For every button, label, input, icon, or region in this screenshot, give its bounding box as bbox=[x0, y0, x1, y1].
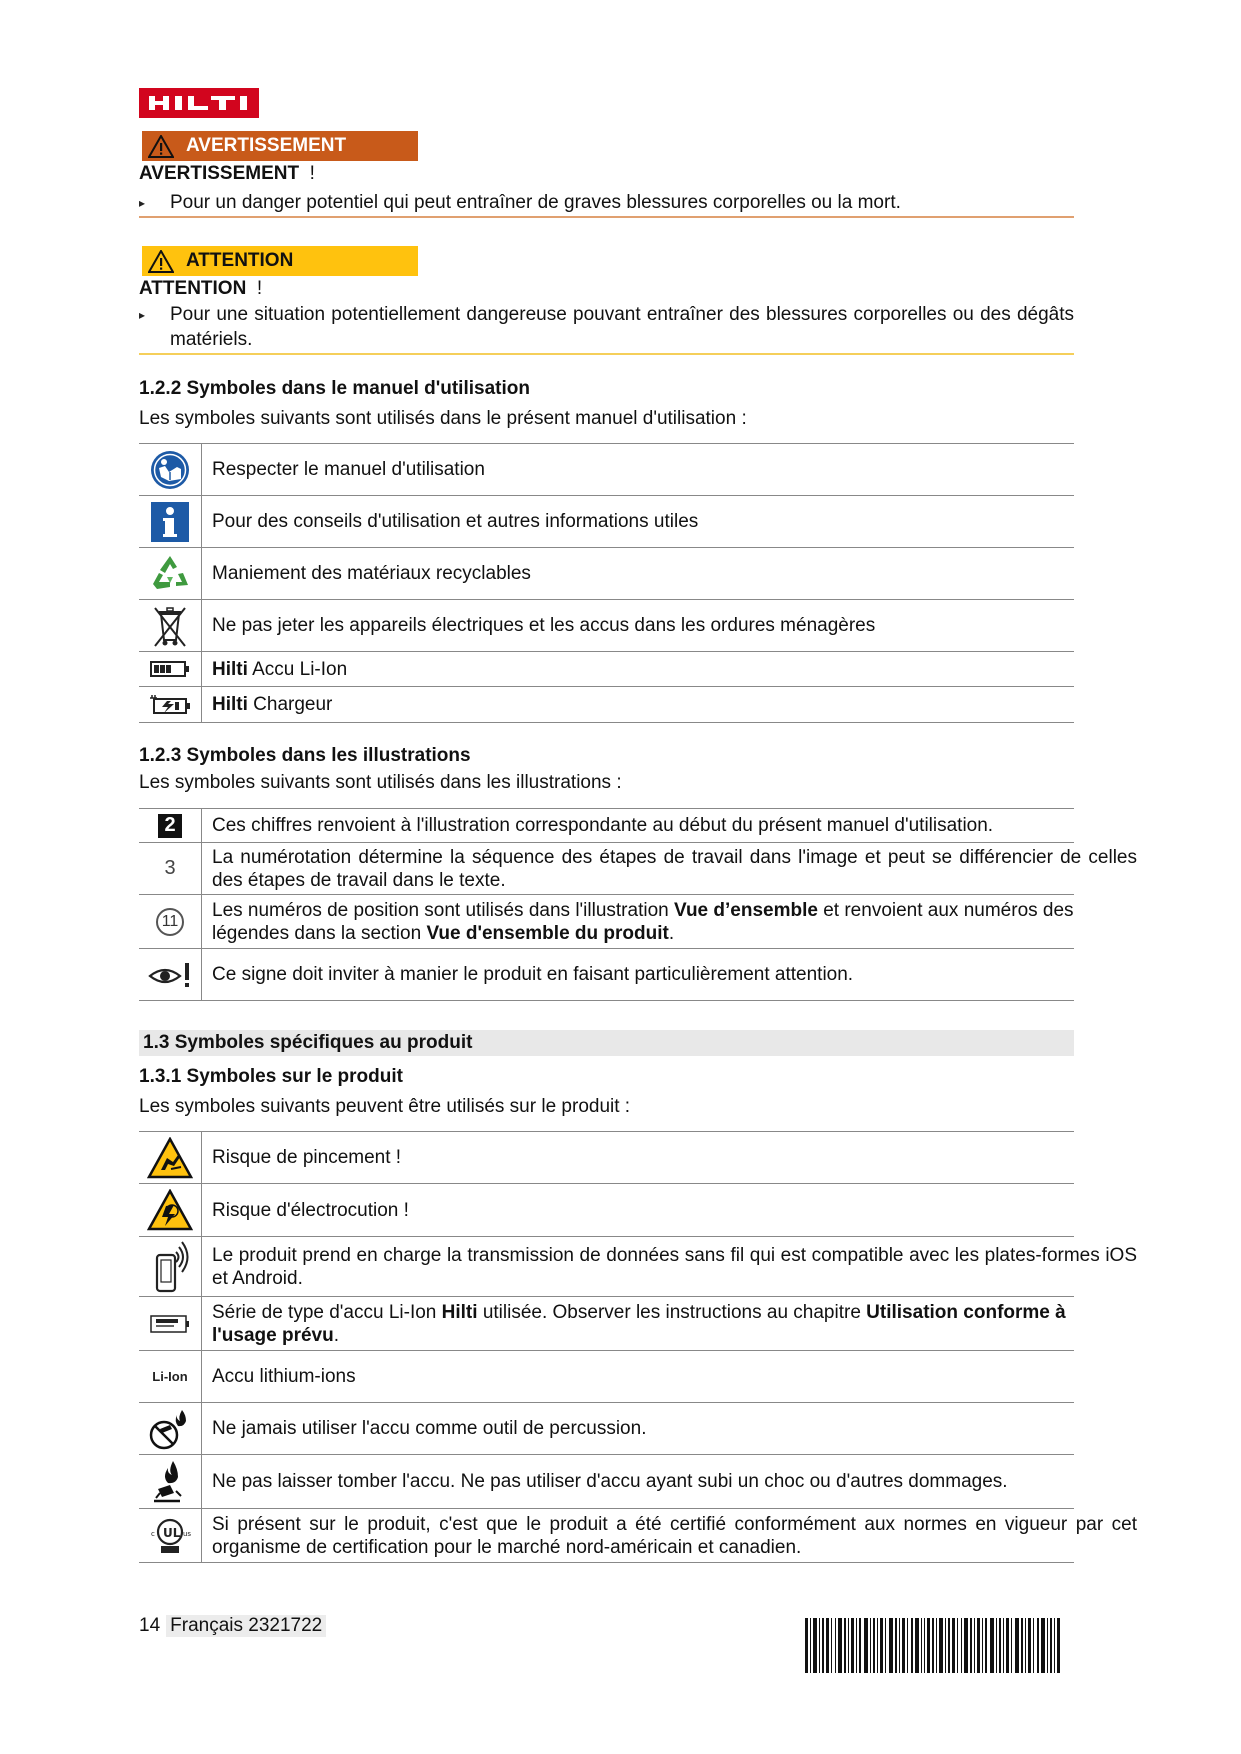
caution-rule bbox=[139, 353, 1074, 355]
row-text: Série de type d'accu Li-Ion Hilti utilisée. Observer les instructions au chapitre Utilisation conforme à l'usage prévu. bbox=[212, 1301, 1066, 1346]
table-row bbox=[139, 808, 1074, 843]
table-row bbox=[139, 600, 1074, 652]
row-text: Le produit prend en charge la transmission de données sans fil qui est compatible avec les plates-formes iOS et Android. bbox=[212, 1244, 1137, 1289]
li-ion-icon: Li-Ion bbox=[139, 1351, 202, 1402]
warning-text: Pour un danger potentiel qui peut entraîner de graves blessures corporelles ou la mort. bbox=[170, 192, 901, 213]
illustration-symbols-table bbox=[139, 808, 1137, 1001]
row-text: Respecter le manuel d'utilisation bbox=[212, 459, 485, 480]
svg-text:us: us bbox=[183, 1529, 192, 1538]
figure-number-icon: 2 bbox=[139, 809, 202, 842]
crossed-bin-icon bbox=[139, 600, 202, 651]
caution-signal-text: ATTENTION bbox=[186, 250, 294, 271]
row-text-bold: Hilti bbox=[212, 658, 248, 680]
eye-attention-icon bbox=[139, 949, 202, 1000]
pinch-warning-icon bbox=[139, 1132, 202, 1183]
page-number: 14 bbox=[139, 1615, 161, 1636]
section-13-band bbox=[139, 1030, 1074, 1056]
table-row bbox=[139, 1403, 1074, 1455]
row-text: Les numéros de position sont utilisés dans l'illustration Vue d’ensemble et renvoient aux numéros des légendes dans la section Vue d'ensemble du produit. bbox=[212, 899, 1074, 944]
no-hammer-icon bbox=[139, 1403, 202, 1454]
row-text: Ces chiffres renvoient à l'illustration correspondante au début du présent manuel d'utilisation. bbox=[212, 815, 994, 836]
ul-listed-icon bbox=[139, 1509, 202, 1562]
table-row bbox=[139, 843, 1137, 895]
section-123-title: 1.2.3 Symboles dans les illustrations bbox=[139, 745, 471, 766]
row-text-rest: Chargeur bbox=[253, 694, 333, 715]
warning-triangle-icon bbox=[148, 135, 174, 158]
warning-rule bbox=[139, 216, 1074, 218]
section-131-intro: Les symboles suivants peuvent être utilisés sur le produit : bbox=[139, 1096, 631, 1117]
product-symbols-table bbox=[139, 1131, 1137, 1563]
wireless-phone-icon bbox=[139, 1237, 202, 1296]
svg-text:c: c bbox=[151, 1529, 155, 1538]
row-text-bold: Hilti bbox=[212, 694, 248, 715]
warning-bullet bbox=[139, 190, 1074, 216]
table-row bbox=[139, 1509, 1137, 1563]
row-text-rest: Accu Li-Ion bbox=[252, 658, 348, 680]
caution-heading-mark: ! bbox=[256, 278, 263, 299]
info-icon bbox=[139, 496, 202, 547]
table-row bbox=[139, 1297, 1074, 1351]
table-row bbox=[139, 1351, 1074, 1403]
section-122-title: 1.2.2 Symboles dans le manuel d'utilisation bbox=[139, 378, 530, 399]
row-text bbox=[212, 658, 1074, 681]
warning-signal-text: AVERTISSEMENT bbox=[186, 135, 347, 156]
row-text: La numérotation détermine la séquence des étapes de travail dans l'image et peut se différencier de celles des étapes de travail dans le texte. bbox=[212, 846, 1137, 891]
recycle-icon bbox=[139, 548, 202, 599]
position-number-icon: 11 bbox=[139, 895, 202, 948]
battery-series-icon bbox=[139, 1297, 202, 1350]
table-row bbox=[139, 652, 1074, 687]
caution-heading-text: ATTENTION bbox=[139, 278, 247, 299]
row-text: Risque de pincement ! bbox=[212, 1147, 402, 1168]
row-text: Accu lithium-ions bbox=[212, 1366, 356, 1387]
bullet-marker: ▸ bbox=[139, 308, 146, 322]
warning-heading bbox=[139, 163, 315, 185]
row-text: Ne pas laisser tomber l'accu. Ne pas utiliser d'accu ayant subi un choc ou d'autres dommages. bbox=[212, 1471, 1008, 1492]
table-row bbox=[139, 949, 1074, 1001]
row-text: Pour des conseils d'utilisation et autres informations utiles bbox=[212, 511, 699, 532]
row-text: Maniement des matériaux recyclables bbox=[212, 563, 531, 584]
warning-heading-mark: ! bbox=[309, 163, 315, 184]
section-13-title: 1.3 Symboles spécifiques au produit bbox=[143, 1032, 473, 1053]
warning-signal-label bbox=[142, 131, 418, 161]
step-number-icon: 3 bbox=[139, 843, 202, 894]
footer-lang-doc bbox=[166, 1615, 326, 1637]
barcode bbox=[805, 1618, 1060, 1673]
warning-heading-text: AVERTISSEMENT bbox=[139, 163, 300, 184]
section-131-title: 1.3.1 Symboles sur le produit bbox=[139, 1066, 403, 1087]
hilti-wordmark-icon bbox=[147, 94, 251, 112]
table-row bbox=[139, 1184, 1074, 1237]
section-122-intro: Les symboles suivants sont utilisés dans le présent manuel d'utilisation : bbox=[139, 408, 747, 429]
charger-icon bbox=[139, 687, 202, 722]
caution-triangle-icon bbox=[148, 250, 174, 273]
table-row bbox=[139, 1237, 1137, 1297]
svg-text:UL: UL bbox=[163, 1525, 181, 1540]
hilti-logo bbox=[139, 88, 259, 118]
manual-symbols-table bbox=[139, 443, 1074, 723]
bullet-marker: ▸ bbox=[139, 196, 146, 210]
table-row bbox=[139, 496, 1074, 548]
section-123-intro: Les symboles suivants sont utilisés dans les illustrations : bbox=[139, 772, 622, 793]
table-row bbox=[139, 687, 1074, 723]
battery-icon bbox=[139, 652, 202, 686]
row-text bbox=[212, 693, 1074, 716]
row-text: Ne pas jeter les appareils électriques et les accus dans les ordures ménagères bbox=[212, 615, 876, 636]
table-row bbox=[139, 548, 1074, 600]
manual-icon bbox=[139, 444, 202, 495]
table-row bbox=[139, 895, 1074, 949]
table-row bbox=[139, 1455, 1074, 1509]
table-row bbox=[139, 1131, 1074, 1184]
row-text: Ne jamais utiliser l'accu comme outil de percussion. bbox=[212, 1418, 647, 1439]
caution-text: Pour une situation potentiellement dangereuse pouvant entraîner des blessures corporelles ou des dégâts matériels. bbox=[170, 304, 1074, 350]
page-footer bbox=[139, 1615, 326, 1637]
no-drop-icon bbox=[139, 1455, 202, 1508]
caution-bullet bbox=[139, 302, 1074, 352]
row-text: Risque d'électrocution ! bbox=[212, 1199, 409, 1221]
footer-language: Français bbox=[170, 1615, 243, 1636]
row-text: Ce signe doit inviter à manier le produit en faisant particulièrement attention. bbox=[212, 964, 854, 985]
caution-heading bbox=[139, 278, 262, 300]
footer-doc-number: 2321722 bbox=[248, 1615, 323, 1636]
table-row bbox=[139, 443, 1074, 496]
electric-warning-icon bbox=[139, 1184, 202, 1236]
caution-signal-label bbox=[142, 246, 418, 276]
row-text: Si présent sur le produit, c'est que le produit a été certifié conformément aux normes en vigueur par cet organisme de certification pour le marché nord-américain et canadien. bbox=[212, 1513, 1137, 1558]
